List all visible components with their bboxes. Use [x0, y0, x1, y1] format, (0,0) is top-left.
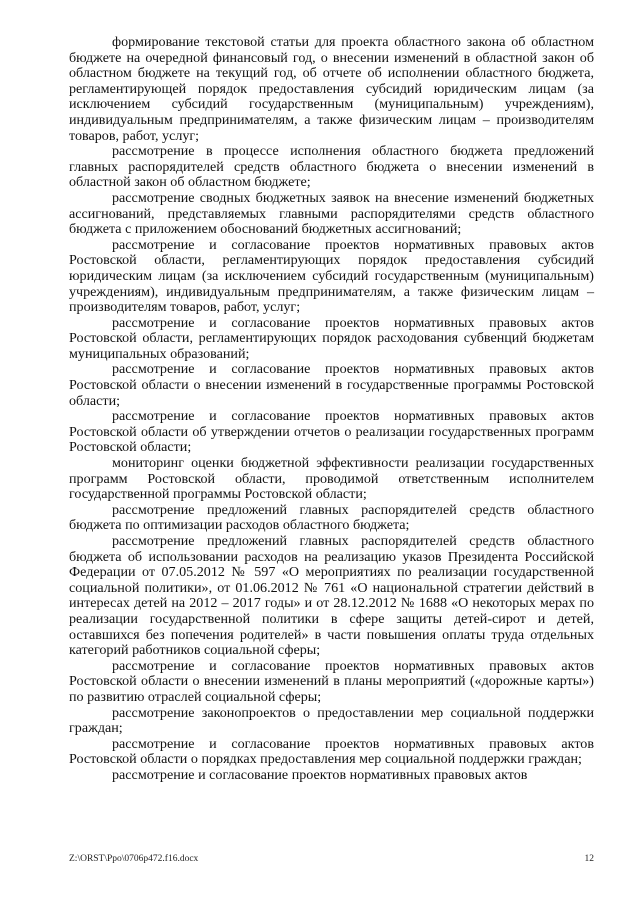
paragraph: рассмотрение и согласование проектов нормативных правовых актов Ростовской области об утверждении отчетов о реализации государственных программ Ростовской области;: [69, 408, 594, 456]
paragraph: рассмотрение и согласование проектов нормативных правовых актов Ростовской области о внесении изменений в планы мероприятий («дорожные карты») по развитию отраслей социальной сферы;: [69, 657, 594, 705]
paragraph: рассмотрение в процессе исполнения областного бюджета предложений главных распорядителей средств областного бюджета о внесении изменений в областной закон об областном бюджете;: [69, 143, 594, 191]
page-number: 12: [584, 854, 594, 864]
paragraph: рассмотрение и согласование проектов нормативных правовых актов: [112, 766, 528, 783]
paragraph: формирование текстовой статьи для проекта областного закона об областном бюджете на очередной финансовый год, о внесении изменений в областной закон об областном бюджете на текущий год, об отчете об исполнении областного бюджета, регламентирующей порядок предоставления субсидий юридическим лицам (за исключением субсидий государственным (муниципальным) учреждениям), индивидуальным предпринимателям, а также физическим лицам – производителям товаров, работ, услуг;: [69, 34, 594, 144]
paragraph: рассмотрение и согласование проектов нормативных правовых актов Ростовской области о внесении изменений в государственные программы Ростовской области;: [69, 361, 594, 409]
paragraph: рассмотрение и согласование проектов нормативных правовых актов Ростовской области, регламентирующих порядок предоставления субсидий юридическим лицам (за исключением субсидий государственным (муниципальным) учреждениям), индивидуальным предпринимателям, а также физическим лицам – производителям товаров, работ, услуг;: [69, 236, 594, 316]
paragraph: мониторинг оценки бюджетной эффективности реализации государственных программ Ростовской области, проводимой ответственным исполнителем государственной программы Ростовской области;: [69, 455, 594, 503]
document-body: [69, 35, 594, 784]
paragraph: рассмотрение законопроектов о предоставлении мер социальной поддержки граждан;: [69, 704, 594, 737]
paragraph: рассмотрение и согласование проектов нормативных правовых актов Ростовской области о порядках предоставления мер социальной поддержки граждан;: [69, 735, 594, 768]
footer-file-path: Z:\ORST\Ppo\0706p472.f16.docx: [69, 854, 199, 864]
paragraph: рассмотрение и согласование проектов нормативных правовых актов Ростовской области, регламентирующих порядок расходования субвенций бюджетам муниципальных образований;: [69, 314, 594, 362]
paragraph: рассмотрение предложений главных распорядителей средств областного бюджета об использовании расходов на реализацию указов Президента Российской Федерации от 07.05.2012 № 597 «О мероприятиях по реализации государственной социальной политики», от 01.06.2012 № 761 «О национальной стратегии действий в интересах детей на 2012 – 2017 годы» и от 28.12.2012 № 1688 «О некоторых мерах по реализации государственной политики в сфере защиты детей-сирот и детей, оставшихся без попечения родителей» в части повышения оплаты труда отдельных категорий работников социальной сферы;: [69, 533, 594, 659]
paragraph: рассмотрение сводных бюджетных заявок на внесение изменений бюджетных ассигнований, представляемых главными распорядителями средств областного бюджета с приложением обоснований бюджетных ассигнований;: [69, 189, 594, 238]
paragraph: рассмотрение предложений главных распорядителей средств областного бюджета по оптимизации расходов областного бюджета;: [69, 501, 594, 534]
